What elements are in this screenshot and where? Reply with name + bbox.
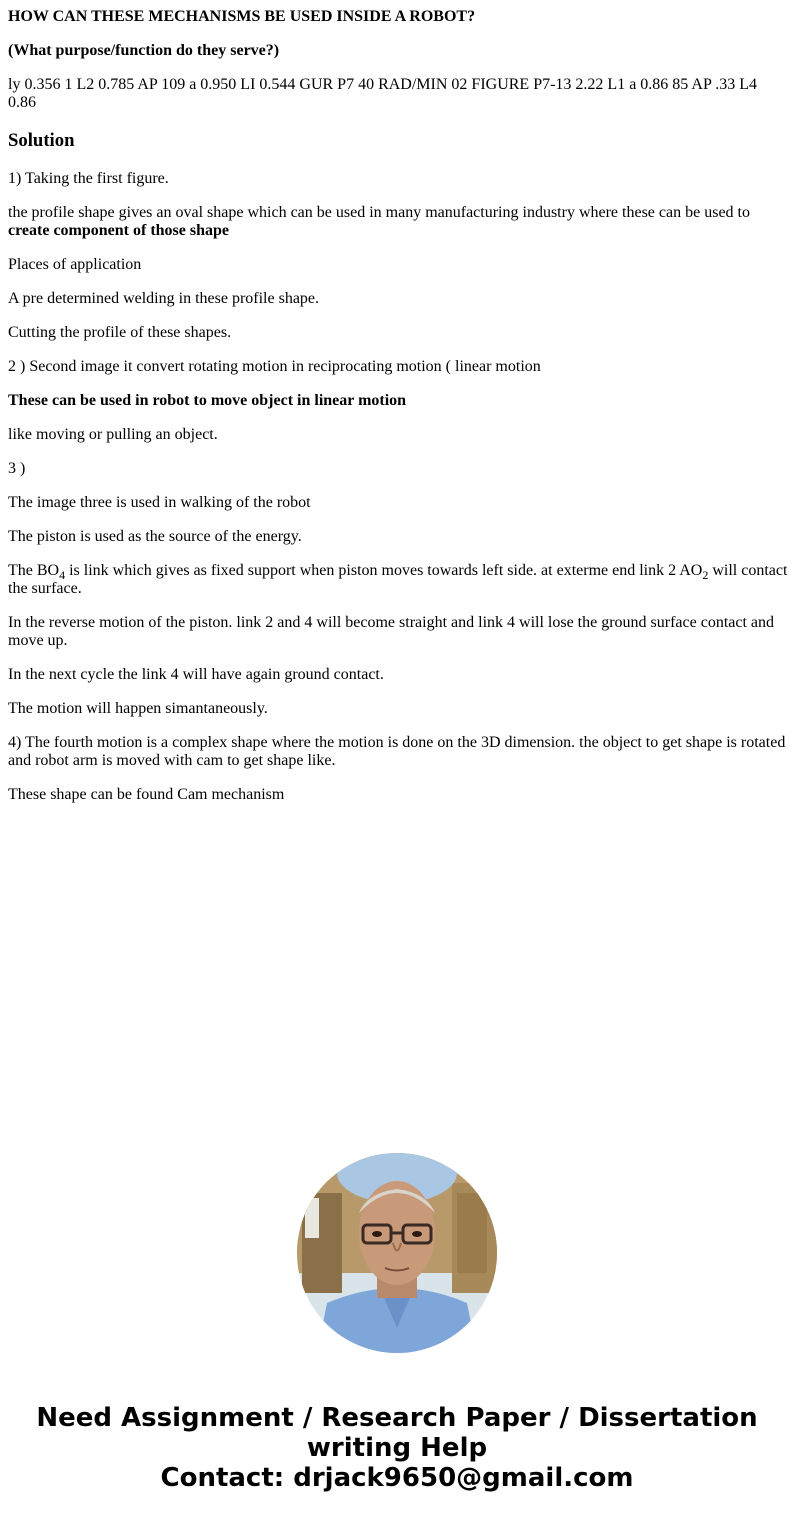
solution-paragraph: 4) The fourth motion is a complex shape where the motion is done on the 3D dimension. the object to get shape is rotated and robot arm is moved with cam to get shape like. [8,734,786,769]
solution-paragraph: These can be used in robot to move object in linear motion [8,392,407,409]
footer-line: writing Help [306,1433,488,1463]
person-portrait-icon [297,1153,497,1353]
solution-heading: Solution [8,130,75,151]
footer-line: Need Assignment / Research Paper / Dissertation [36,1403,758,1433]
contact-footer [0,1403,794,1493]
solution-paragraph: Cutting the profile of these shapes. [8,324,232,341]
document-body [8,0,788,820]
figure-text: ly 0.356 1 L2 0.785 AP 109 a 0.950 LI 0.544 GUR P7 40 RAD/MIN 02 FIGURE P7-13 2.22 L1 a 0.86 85 AP .33 L4 0.86 [8,76,758,111]
solution-paragraph: The piston is used as the source of the energy. [8,528,302,545]
solution-paragraph: The motion will happen simantaneously. [8,700,268,717]
solution-paragraph: like moving or pulling an object. [8,426,218,443]
solution-paragraph: Places of application [8,256,142,273]
solution-paragraph: The image three is used in walking of the robot [8,494,311,511]
solution-paragraph: In the reverse motion of the piston. link 2 and 4 will become straight and link 4 will lose the ground surface contact and move up. [8,614,775,649]
footer-contact: Contact: drjack9650@gmail.com [160,1463,634,1493]
question-subtitle: (What purpose/function do they serve?) [8,42,280,59]
avatar [297,1153,497,1353]
question-title: HOW CAN THESE MECHANISMS BE USED INSIDE A ROBOT? [8,8,476,25]
solution-paragraph: In the next cycle the link 4 will have again ground contact. [8,666,384,683]
solution-paragraph: The $BO_4$ is link which gives as fixed support when piston moves towards left side. at exterme end link 2 $AO_2$ will contact the surface. [8,562,788,597]
solution-paragraph: 3 ) [8,460,26,477]
solution-paragraph: These shape can be found Cam mechanism [8,786,285,803]
solution-paragraph: the profile shape gives an oval shape which can be used in many manufacturing industry where these can be used to create component of those shape [8,204,750,239]
solution-paragraph: A pre determined welding in these profile shape. [8,290,320,307]
solution-paragraph: 2 ) Second image it convert rotating motion in reciprocating motion ( linear motion [8,358,541,375]
solution-paragraph: 1) Taking the first figure. [8,170,169,187]
